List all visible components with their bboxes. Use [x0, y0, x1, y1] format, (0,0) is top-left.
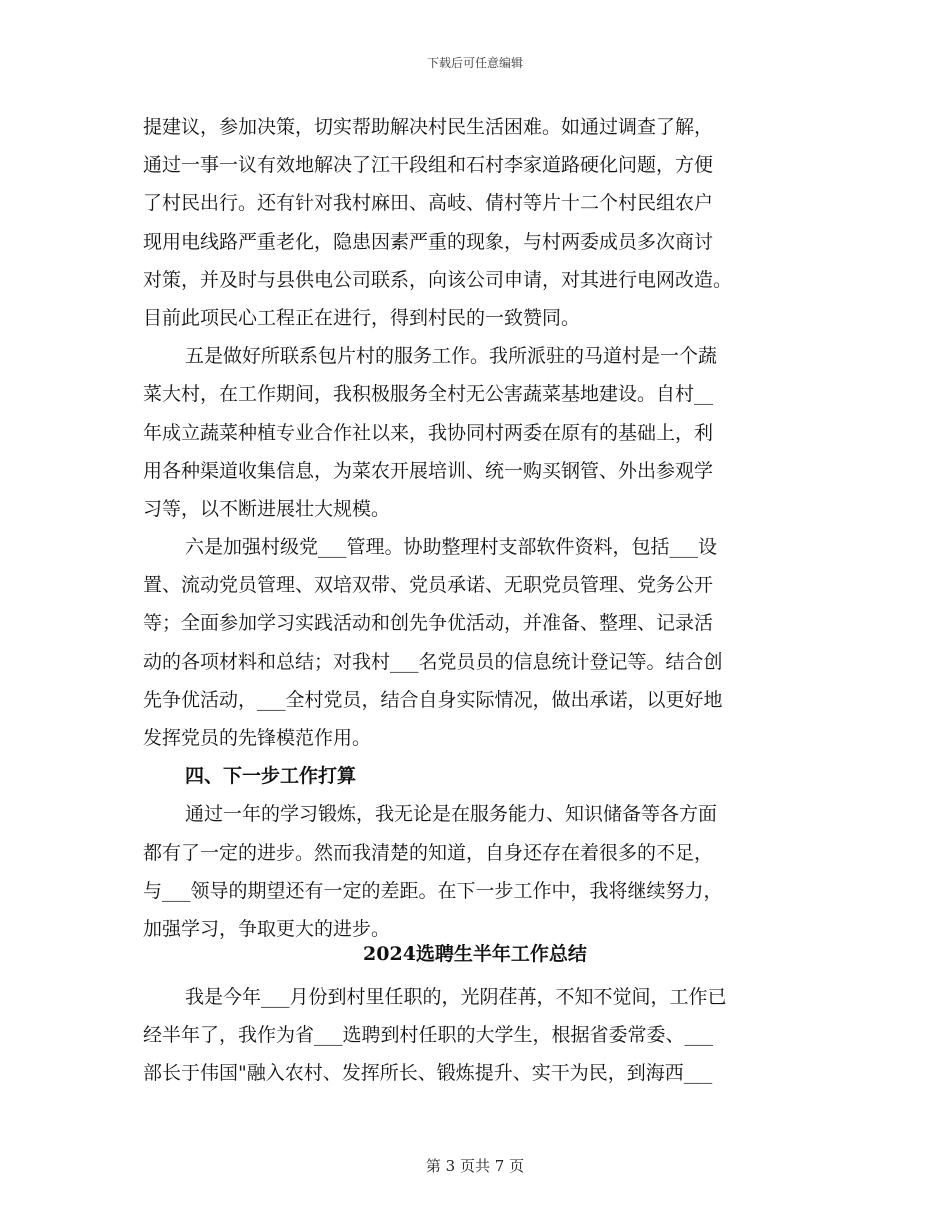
text-line: 先争优活动，___全村党员，结合自身实际情况，做出承诺，以更好地 [143, 688, 723, 711]
text-line: 提建议，参加决策，切实帮助解决村民生活困难。如通过调查了解， [143, 116, 714, 138]
text-line: 五是做好所联系包片村的服务工作。我所派驻的马道村是一个蔬 [185, 345, 718, 368]
text-line: 六是加强村级党___管理。协助整理村支部软件资料，包括___设 [185, 536, 718, 559]
page-header: 下载后可任意编辑 [426, 56, 523, 70]
text-line: 现用电线路严重老化，隐患因素严重的现象，与村两委成员多次商讨 [143, 230, 714, 253]
text-line: 目前此项民心工程正在进行，得到村民的一致赞同。 [143, 306, 581, 329]
text-line: 通过一事一议有效地解决了江干段组和石村李家道路硬化问题，方便 [143, 154, 714, 177]
text-line: 都有了一定的进步。然而我清楚的知道，自身还存在着很多的不足， [143, 841, 714, 864]
text-line: 置、流动党员管理、双培双带、党员承诺、无职党员管理、党务公开 [143, 574, 714, 597]
text-line: 发挥党员的先锋模范作用。 [143, 727, 372, 749]
text-line: 动的各项材料和总结；对我村___名党员员的信息统计登记等。结合创 [143, 650, 723, 673]
section-heading: 四、下一步工作打算 [185, 765, 357, 788]
page-footer: 第 3 页共 7 页 [425, 1157, 525, 1175]
text-line: 与___领导的期望还有一定的差距。在下一步工作中，我将继续努力， [143, 879, 723, 902]
text-line: 习等，以不断进展壮大规模。 [143, 497, 391, 520]
document-body [143, 108, 815, 948]
text-line: 通过一年的学习锻炼，我无论是在服务能力、知识储备等各方面 [185, 803, 718, 826]
text-line: 加强学习，争取更大的进步。 [143, 917, 391, 940]
text-line: 对策，并及时与县供电公司联系，向该公司申请，对其进行电网改造。 [143, 268, 733, 291]
text-line: 部长于伟国"融入农村、发挥所长、锻炼提升、实干为民，到海西___ [143, 1062, 713, 1085]
section-title: 2024选聘生半年工作总结 [363, 943, 587, 965]
text-line: 年成立蔬菜种植专业合作社以来，我协同村两委在原有的基础上，利 [143, 421, 714, 444]
text-line: 了村民出行。还有针对我村麻田、高岐、倩村等片十二个村民组农户 [143, 192, 714, 215]
text-line: 经半年了，我作为省___选聘到村任职的大学生，根据省委常委、___ [143, 1024, 714, 1047]
text-line: 我是今年___月份到村里任职的，光阴荏苒，不知不觉间，工作已 [185, 986, 727, 1008]
text-line: 用各种渠道收集信息，为菜农开展培训、统一购买钢管、外出参观学 [143, 459, 714, 482]
text-line: 等；全面参加学习实践活动和创先争优活动，并准备、整理、记录活 [143, 612, 714, 635]
text-line: 菜大村，在工作期间，我积极服务全村无公害蔬菜基地建设。自村__ [143, 383, 714, 406]
document-body-continued [143, 978, 815, 1093]
